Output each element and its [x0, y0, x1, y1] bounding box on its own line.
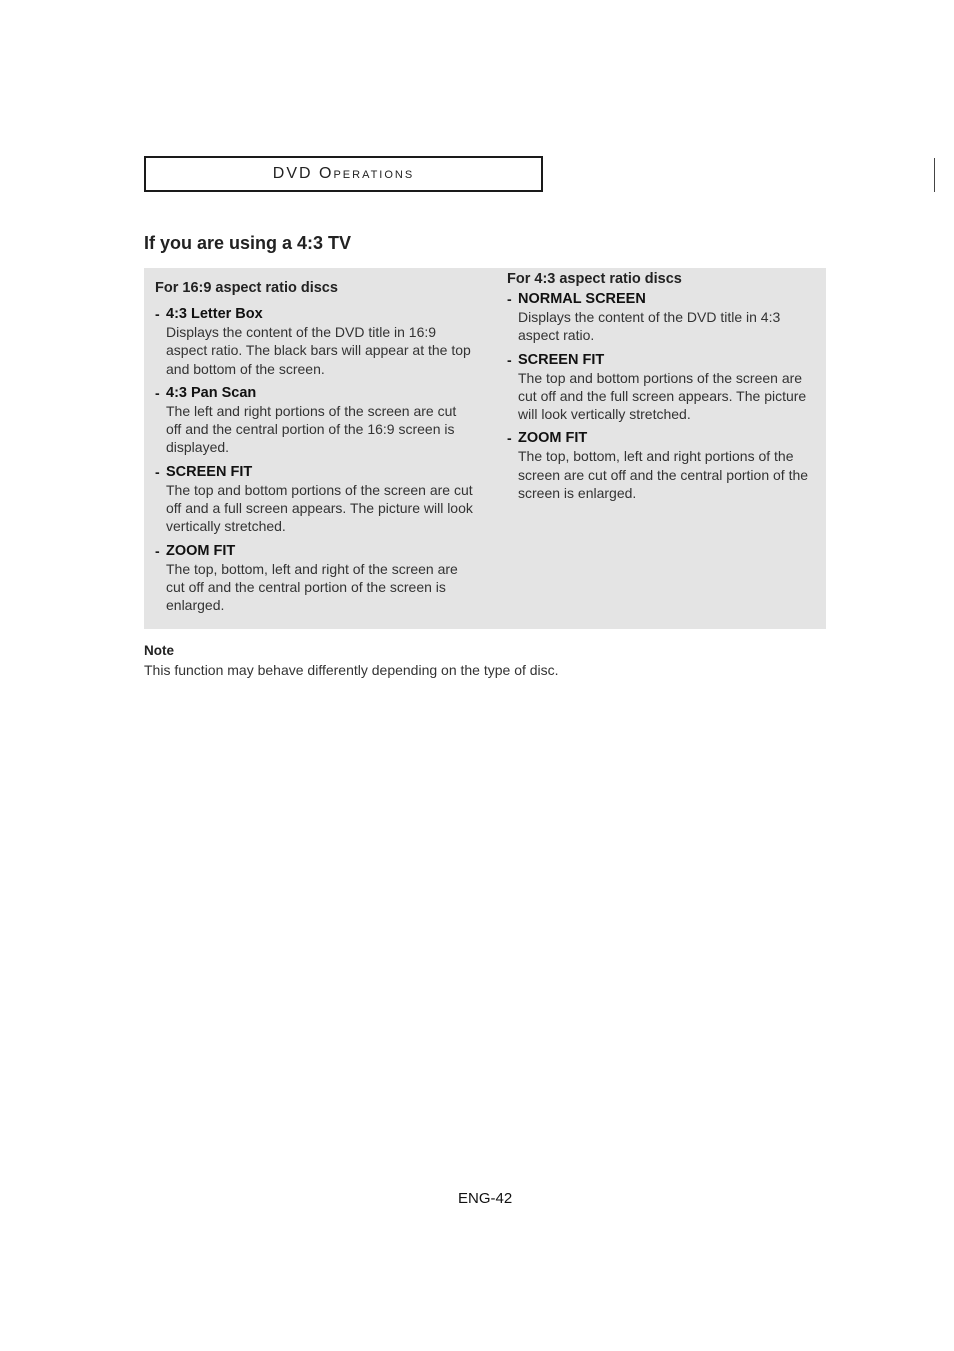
list-item: [155, 305, 475, 378]
left-column-title: For 16:9 aspect ratio discs: [155, 280, 338, 296]
note-label: Note: [144, 643, 174, 658]
page-heading: If you are using a 4:3 TV: [144, 233, 352, 253]
item-label: SCREEN FIT: [166, 463, 253, 480]
item-label: NORMAL SCREEN: [518, 291, 646, 307]
item-description: Displays the content of the DVD title in 16:9 aspect ratio. The black bars will appear at the top and bottom of the screen.: [166, 324, 471, 377]
margin-tick: [934, 158, 935, 192]
section-title: DVD Operations: [272, 165, 415, 182]
item-description: The left and right portions of the screen are cut off and the central portion of the 16:9 screen is displayed.: [166, 402, 457, 456]
info-panel: [144, 268, 826, 629]
bullet-dash: -: [155, 542, 160, 559]
item-description: The top and bottom portions of the screen are cut off and the full screen appears. The picture will look vertically stretched.: [518, 369, 807, 423]
bullet-dash: -: [155, 463, 160, 480]
bullet-dash: -: [507, 430, 512, 447]
list-item: [507, 429, 815, 502]
left-column: [155, 279, 475, 621]
right-column-title: For 4:3 aspect ratio discs: [507, 271, 682, 287]
list-item: [155, 542, 475, 615]
item-description: Displays the content of the DVD title in 4:3 aspect ratio.: [518, 309, 781, 344]
item-description: The top, bottom, left and right of the screen are cut off and the central portion of the screen is enlarged.: [166, 560, 458, 614]
item-label: ZOOM FIT: [518, 430, 588, 447]
bullet-dash: -: [507, 351, 512, 368]
list-item: [507, 351, 815, 424]
list-item: [155, 463, 475, 536]
page-number: ENG-42: [458, 1190, 513, 1207]
list-item: [507, 290, 815, 345]
bullet-dash: -: [155, 306, 160, 322]
item-description: The top, bottom, left and right portions of the screen are cut off and the central portion of the screen is enlarged.: [518, 448, 809, 502]
bullet-dash: -: [507, 291, 512, 307]
item-label: ZOOM FIT: [166, 542, 236, 559]
note-text: This function may behave differently depending on the type of disc.: [144, 662, 559, 678]
item-label: 4:3 Pan Scan: [166, 384, 257, 401]
list-item: [155, 384, 475, 457]
right-column: [507, 270, 815, 508]
item-description: The top and bottom portions of the screen are cut off and a full screen appears. The picture will look vertically stretched.: [166, 481, 473, 535]
item-label: SCREEN FIT: [518, 351, 605, 368]
item-label: 4:3 Letter Box: [166, 306, 263, 322]
bullet-dash: -: [155, 384, 160, 401]
section-header-box: [144, 156, 543, 192]
